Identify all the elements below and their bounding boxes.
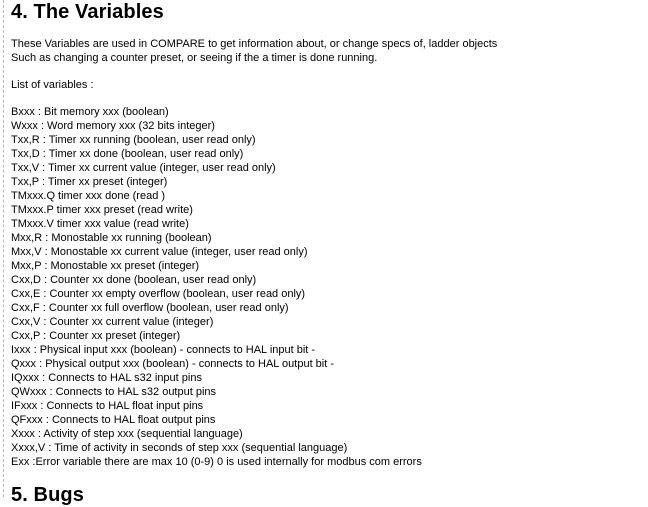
variable-item: Txx,D : Timer xx done (boolean, user read only) <box>11 148 244 160</box>
variable-item: Bxxx : Bit memory xxx (boolean) <box>11 106 169 118</box>
variable-item: Txx,R : Timer xx running (boolean, user read only) <box>11 134 256 146</box>
variable-item: Mxx,P : Monostable xx preset (integer) <box>11 260 200 272</box>
variables-list-heading: List of variables : <box>11 79 94 91</box>
variable-item: QFxxx : Connects to HAL float output pins <box>11 414 216 426</box>
variable-item: IQxxx : Connects to HAL s32 input pins <box>11 372 202 384</box>
variable-item: Ixxx : Physical input xxx (boolean) - connects to HAL input bit - <box>11 344 316 356</box>
next-section-title: 5. Bugs <box>11 484 84 506</box>
intro-paragraph-line-2: Such as changing a counter preset, or seeing if the a timer is done running. <box>11 52 378 64</box>
variable-item: IFxxx : Connects to HAL float input pins <box>11 400 204 412</box>
variable-item: TMxxx.P timer xxx preset (read write) <box>11 204 193 216</box>
variable-item: TMxxx.Q timer xxx done (read ) <box>11 190 166 202</box>
variable-item: Xxxx : Activity of step xxx (sequential language) <box>11 428 243 440</box>
variable-item: Cxx,V : Counter xx current value (integer) <box>11 316 214 328</box>
variable-item: TMxxx.V timer xxx value (read write) <box>11 218 189 230</box>
variable-item: Xxxx,V : Time of activity in seconds of step xxx (sequential language) <box>11 442 348 454</box>
variable-item: Mxx,R : Monostable xx running (boolean) <box>11 232 212 244</box>
left-dashed-rule <box>3 0 4 497</box>
variable-item: Cxx,E : Counter xx empty overflow (boolean, user read only) <box>11 288 306 300</box>
variable-item: Qxxx : Physical output xxx (boolean) - connects to HAL output bit - <box>11 358 335 370</box>
section-title: 4. The Variables <box>11 1 164 23</box>
variables-list <box>11 105 422 469</box>
variable-item: Cxx,F : Counter xx full overflow (boolean, user read only) <box>11 302 289 314</box>
variable-item: QWxxx : Connects to HAL s32 output pins <box>11 386 217 398</box>
variable-item: Cxx,P : Counter xx preset (integer) <box>11 330 181 342</box>
variable-item: Txx,V : Timer xx current value (integer, user read only) <box>11 162 276 174</box>
variable-item: Txx,P : Timer xx preset (integer) <box>11 176 168 188</box>
variable-item: Mxx,V : Monostable xx current value (integer, user read only) <box>11 246 308 258</box>
variable-item: Cxx,D : Counter xx done (boolean, user read only) <box>11 274 257 286</box>
variable-item: Exx :Error variable there are max 10 (0-9) 0 is used internally for modbus com errors <box>11 456 422 468</box>
variable-item: Wxxx : Word memory xxx (32 bits integer) <box>11 120 215 132</box>
intro-paragraph-line-1: These Variables are used in COMPARE to get information about, or change specs of, ladder objects <box>11 38 498 50</box>
